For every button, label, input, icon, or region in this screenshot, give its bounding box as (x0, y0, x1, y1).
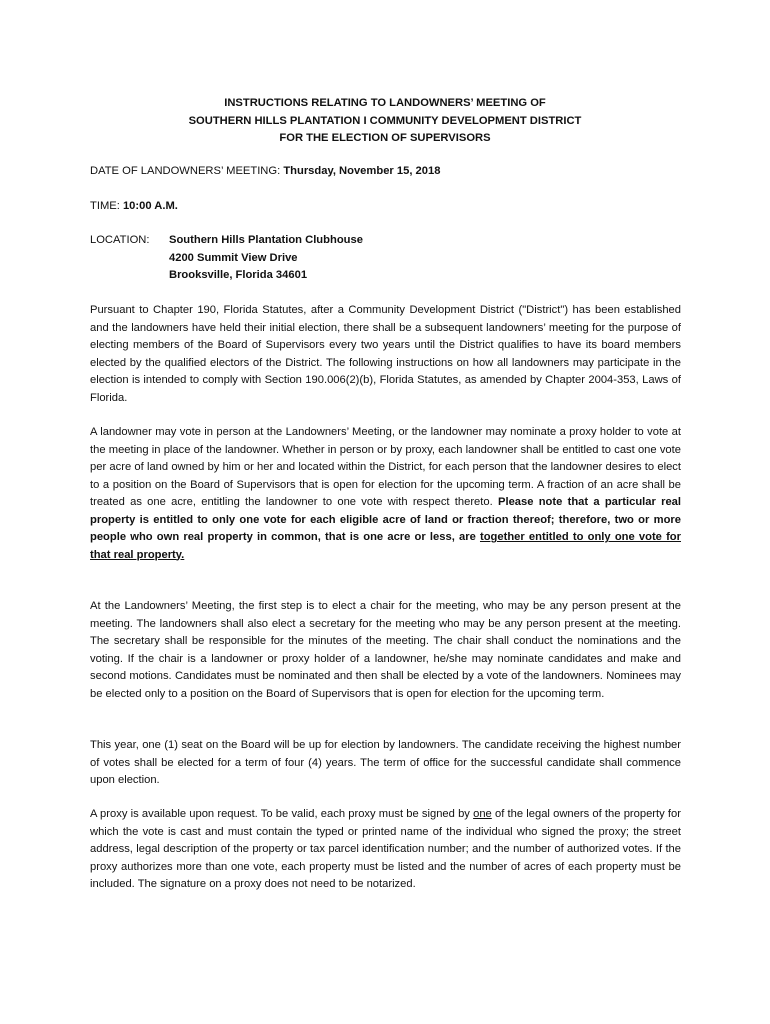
voting-note-bold: Please note that a particular real property is entitled to only one vote for each eligible acre of land or fraction thereof; therefore, two or more people who own real property in common, that is one acre or less, are (90, 496, 682, 543)
meeting-time-value: 10:00 A.M. (122, 200, 178, 212)
meeting-date (90, 163, 440, 181)
location-label: LOCATION: (90, 234, 150, 246)
paragraph-proxy (90, 806, 681, 894)
paragraph-meeting-procedure: At the Landowners’ Meeting, the first step is to elect a chair for the meeting, who may be any person present at the meeting. The landowners shall also elect a secretary for the meeting who may be any person present at the meeting. The secretary shall be responsible for the minutes of the meeting. The chair shall conduct the nominations and the voting. If the chair is a landowner or proxy holder of a landowner, he/she may nominate candidates and make and second motions. Candidates must be nominated and then shall be elected by a vote of the landowners. Nominees may be elected only to a position on the Board of Supervisors that is open for election for the upcoming term. (90, 600, 681, 700)
document-title (90, 95, 680, 148)
paragraph-seat-election: This year, one (1) seat on the Board will be up for election by landowners. The candidate receiving the highest number of votes shall be elected for a term of four (4) years. The term of office for the successful candidate shall commence upon election. (90, 739, 681, 786)
meeting-date-value: Thursday, November 15, 2018 (283, 165, 441, 177)
location-line-3: Brooksville, Florida 34601 (169, 269, 308, 281)
location-line-1: Southern Hills Plantation Clubhouse (169, 234, 363, 246)
title-line-3: FOR THE ELECTION OF SUPERVISORS (279, 132, 491, 144)
proxy-text-a: A proxy is available upon request. To be valid, each proxy must be signed by (90, 808, 474, 820)
location-address (169, 232, 363, 285)
meeting-date-label: DATE OF LANDOWNERS’ MEETING: (90, 165, 284, 177)
proxy-text-b: of the legal owners of the property for which the vote is cast and must contain the typed or printed name of the individual who signed the proxy; the street address, legal description of the property or tax parcel identification number; and the number of authorized votes. If the proxy authorizes more than one vote, each property must be listed and the number of acres of each property must be included. The signature on a proxy does not need to be notarized. (90, 808, 681, 890)
paragraph-voting (90, 424, 681, 564)
title-line-1: INSTRUCTIONS RELATING TO LANDOWNERS’ MEETING OF (224, 97, 546, 109)
meeting-time-label: TIME: (90, 200, 123, 212)
voting-text: A landowner may vote in person at the Landowners’ Meeting, or the landowner may nominate a proxy holder to vote at the meeting in place of the landowner. Whether in person or by proxy, each landowner shall be entitled to cast one vote per acre of land owned by him or her and located within the District, for each person that the landowner desires to elect to a position on the Board of Supervisors that is open for election for the upcoming term. A fraction of an acre shall be treated as one acre, entitling the landowner to one vote with respect thereto. (90, 426, 681, 508)
paragraph-statute: Pursuant to Chapter 190, Florida Statutes, after a Community Development District ("District") has been established and the landowners have held their initial election, there shall be a subsequent landowners’ meeting for the purpose of electing members of the Board of Supervisors every two years until the District qualifies to have its board members elected by the qualified electors of the District. The following instructions on how all landowners may participate in the election is intended to comply with Section 190.006(2)(b), Florida Statutes, as amended by Chapter 2004-353, Laws of Florida. (90, 304, 681, 404)
voting-note-underlined: together entitled to only one vote for that real property. (90, 531, 681, 561)
title-line-2: SOUTHERN HILLS PLANTATION I COMMUNITY DEVELOPMENT DISTRICT (188, 114, 582, 127)
proxy-one-underlined: one (473, 808, 492, 820)
location-line-2: 4200 Summit View Drive (169, 251, 298, 264)
meeting-time (90, 198, 178, 216)
